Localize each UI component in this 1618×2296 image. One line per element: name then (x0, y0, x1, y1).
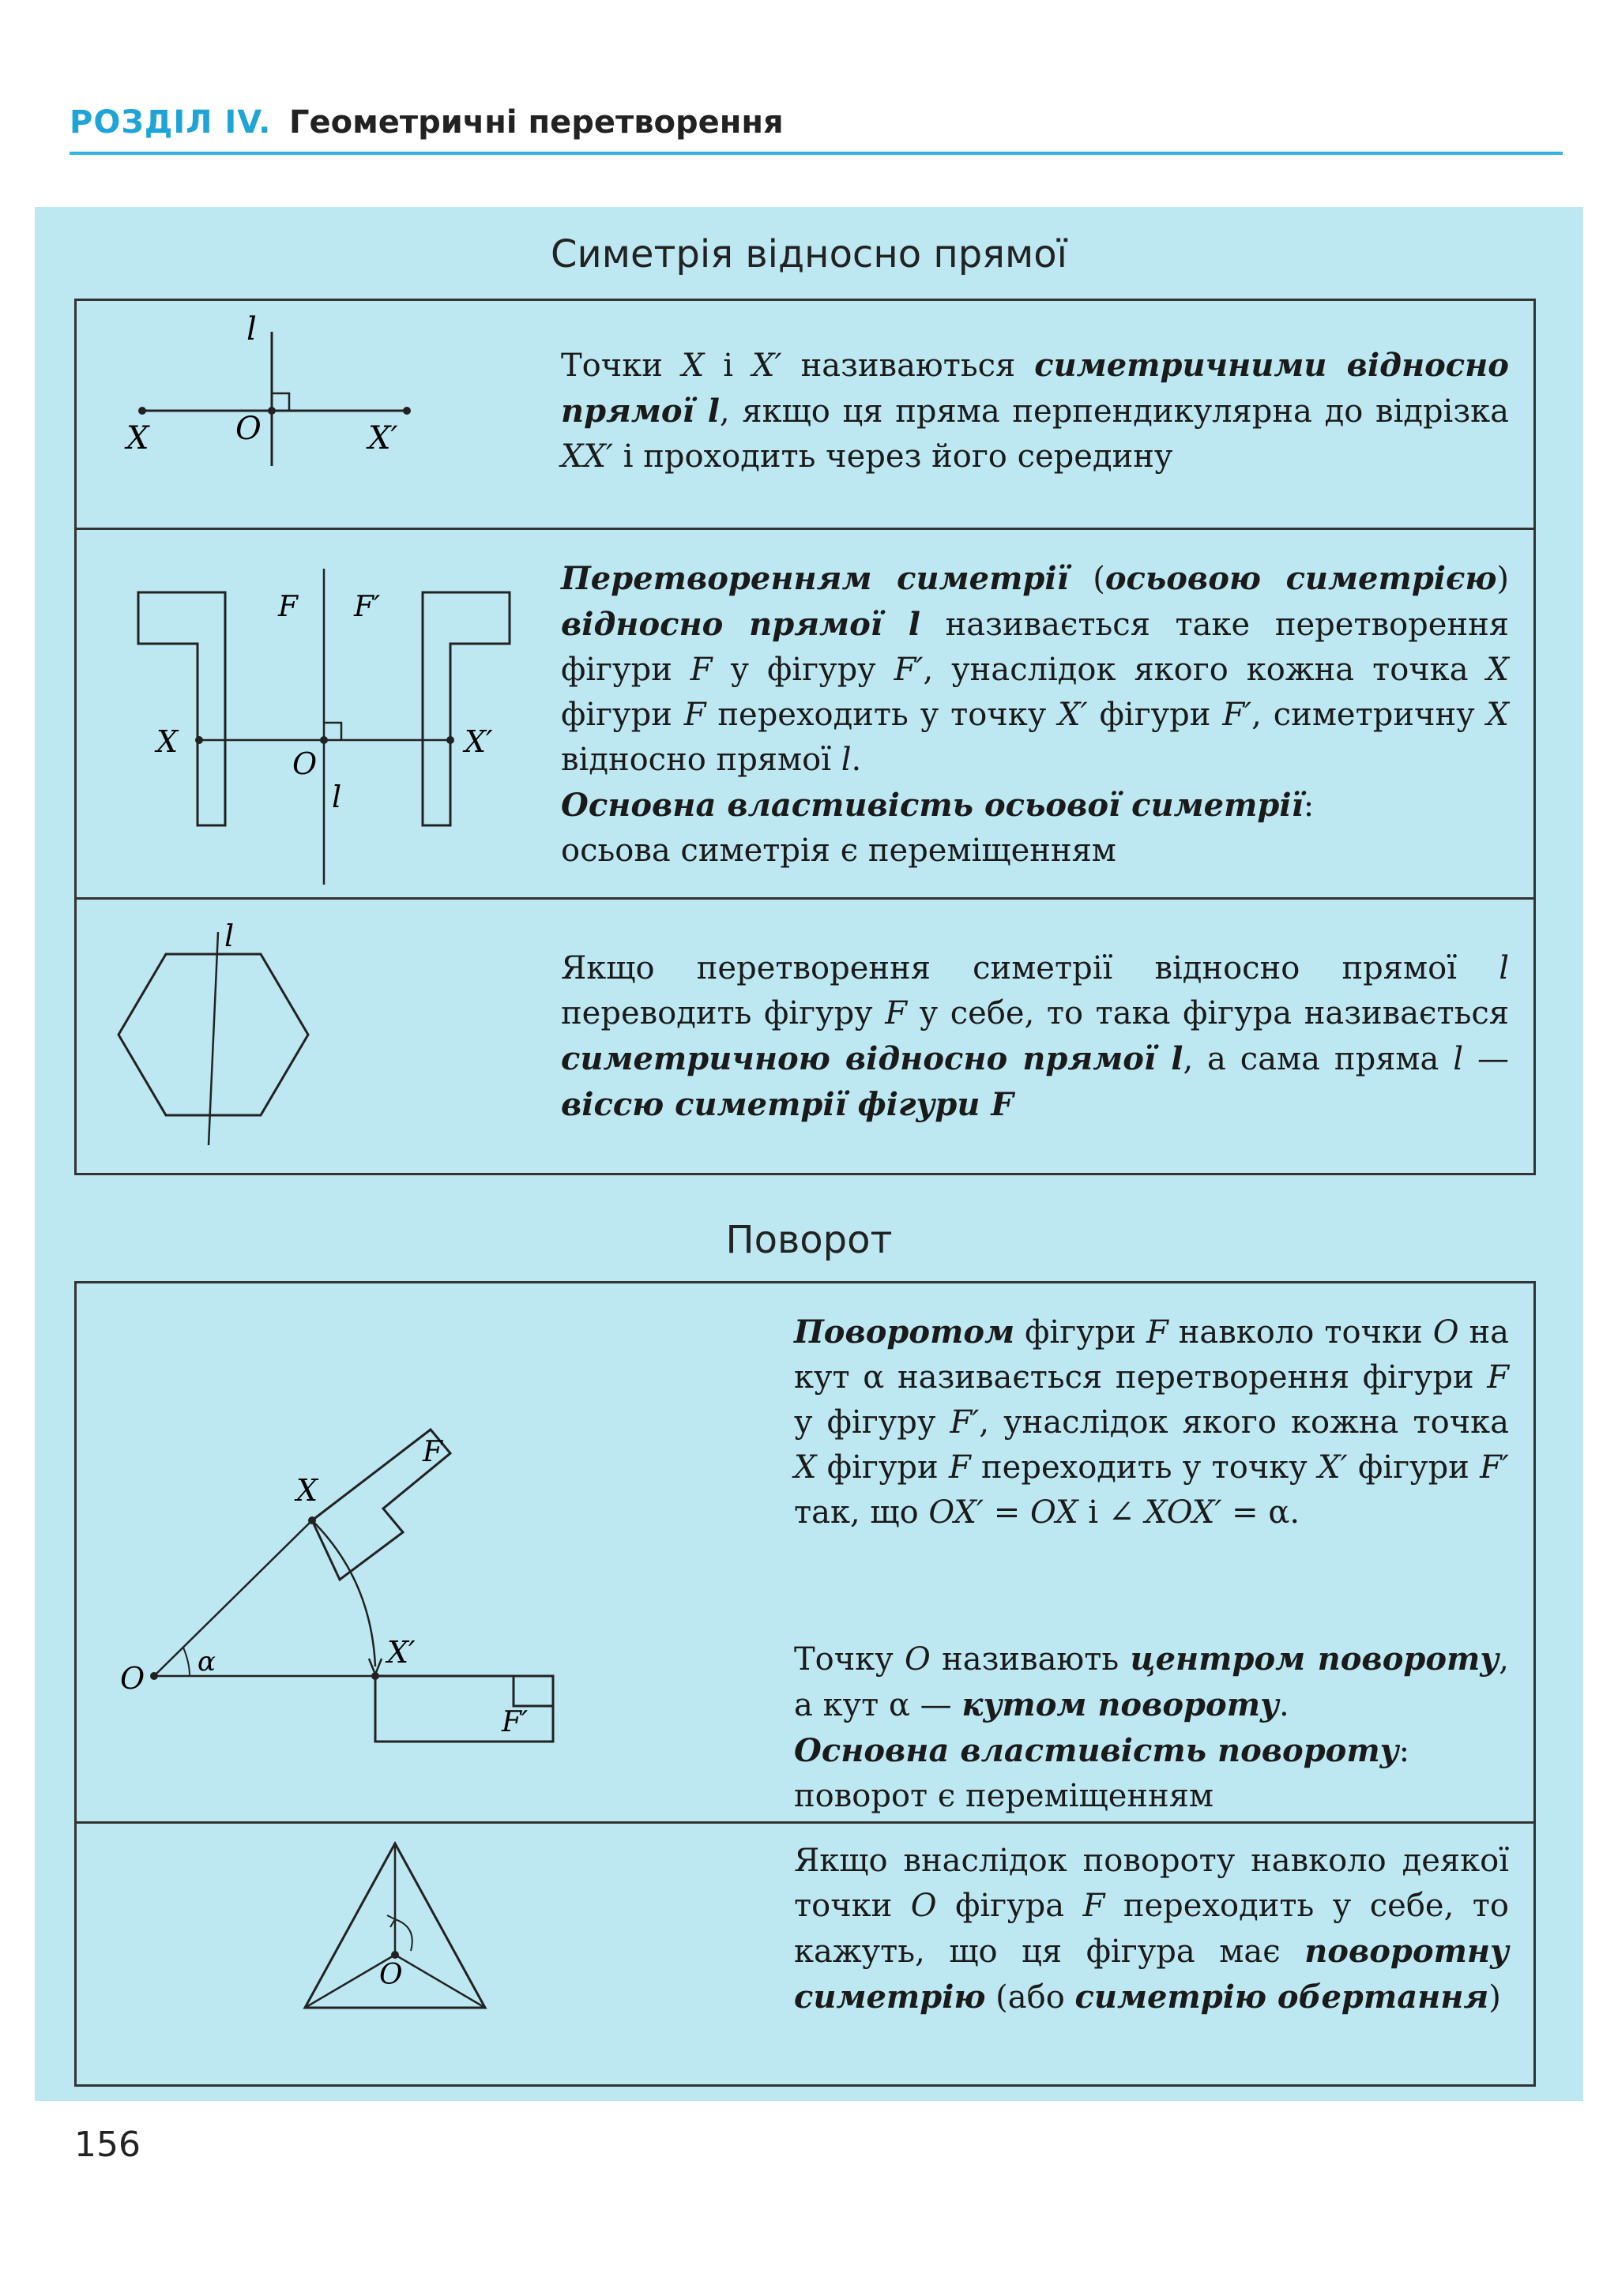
rotation-center-definition: Точку O називають центром повороту, а кут α — кутом повороту. Основна властивість повороту: поворот є переміщенням (794, 1640, 1509, 1814)
row-divider (74, 528, 1536, 530)
label-x-prime: X′ (368, 420, 398, 457)
fig-rotation (111, 1390, 585, 1769)
label-o: O (292, 746, 318, 781)
section-label: РОЗДІЛ IV. (70, 104, 272, 141)
rotation-title: Поворот (725, 1218, 893, 1262)
axial-symmetry-definition: Перетворенням симетрії (осьовою симетрією) відносно прямої l називається таке перетворення фігури F у фігуру F′, унаслідок якого кожна точка X фігури F переходить у точку X′ фігури F′, симетричну X відносно прямої l. Основна властивість осьової симетрії: осьова симетрія є переміщенням (561, 560, 1510, 869)
fig-symmetric-points (95, 308, 458, 521)
label-x: X (156, 724, 179, 759)
label-o: O (235, 411, 262, 447)
rotational-symmetry-definition: Якщо внаслідок повороту навколо деякої точки O фігура F переходить у себе, то кажуть, що ця фігура має поворотну симетрію (або симетрію обертання) (794, 1843, 1509, 2016)
symmetric-points-definition: Точки X і X′ називаються симетричними відносно прямої l, якщо ця пряма перпендикулярна до відрізка XX′ і проходить через його середину (561, 347, 1510, 475)
label-x: X (296, 1473, 318, 1508)
page-number: 156 (74, 2125, 141, 2165)
label-x: X (126, 420, 149, 457)
symmetry-title: Симетрія відносно прямої (551, 232, 1067, 276)
page-header (70, 104, 784, 141)
header-rule (70, 152, 1563, 155)
label-l: l (246, 311, 257, 348)
label-f-prime: F′ (502, 1706, 529, 1738)
label-o: O (120, 1661, 145, 1696)
label-f-prime: F′ (354, 591, 381, 623)
fig-rotational-symmetry (292, 1832, 514, 2022)
chapter-title: Геометричні перетворення (289, 104, 784, 141)
label-x-prime: X′ (465, 724, 493, 759)
row-divider (74, 1821, 1536, 1824)
label-f: F (278, 591, 298, 623)
row-divider (74, 897, 1536, 900)
label-o: O (379, 1959, 403, 1991)
rotation-definition: Поворотом фігури F навколо точки O на кут α називається перетворення фігури F у фігуру F′, унаслідок якого кожна точка X фігури F переходить у точку X′ фігури F′ так, що OX′ = OX і ∠ XOX′ = α. (794, 1313, 1510, 1531)
symmetric-figure-definition: Якщо перетворення симетрії відносно прямої l переводить фігуру F у себе, то така фігура називається симетричною відносно прямої l, а сама пряма l — віссю симетрії фігури F (561, 950, 1509, 1123)
label-alpha: α (198, 1646, 216, 1678)
label-l: l (332, 780, 342, 814)
label-x-prime: X′ (387, 1635, 416, 1670)
label-f: F (423, 1436, 442, 1468)
fig-axial-symmetry (103, 553, 545, 877)
fig-hexagon-axis (103, 908, 340, 1161)
label-l: l (224, 919, 235, 953)
